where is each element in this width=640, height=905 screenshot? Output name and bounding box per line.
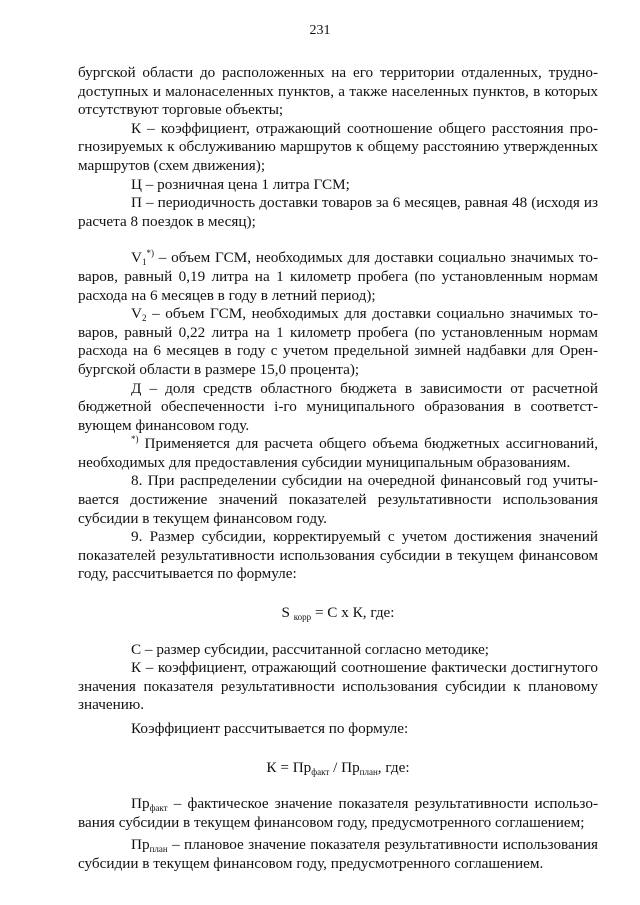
paragraph-k-definition: К – коэффициент, отражающий соотношение общего расстояния прогнозируемых к обслуживанию маршрутов к общему расстоянию утвержденных маршрутов (схем движения); <box>78 119 598 174</box>
formula-s-corr: S $_{корр}$ = С х К, где: <box>281 604 395 623</box>
paragraph-c-size: С – размер субсидии, рассчитанной согласно методике; <box>131 640 490 658</box>
footnote-paragraph: *) Применяется для расчета общего объема бюджетных ассигнований, необходимых для предоставления субсидии муниципальным образованиям. <box>78 434 598 471</box>
paragraph-d-definition: Д – доля средств областного бюджета в зависимости от расчетной бюджетной обеспеченности i-го муниципального образования в соответствующем финансовом году. <box>78 379 598 434</box>
paragraph-continuation: бургской области до расположенных на его территории отдаленных, труднодоступных и малонаселенных пунктов, а также населенных пунктов, в которых отсутствуют торговые объекты; <box>78 64 598 119</box>
paragraph-9: 9. Размер субсидии, корректируемый с учетом достижения значений показателей результативности использования субсидии в текущем финансовом году, рассчитывается по формуле: <box>78 528 598 583</box>
paragraph-pr-plan: $Пр_{план}$ – плановое значение показателя результативности использования субсидии в текущем финансовом году, предусмотренного соглашением. <box>78 836 598 872</box>
formula-k: $К = Пр_{факт} / Пр_{план}$, где: <box>266 758 410 777</box>
body-text <box>78 64 598 874</box>
paragraph-c-definition: Ц – розничная цена 1 литра ГСМ; <box>131 175 350 193</box>
paragraph-v2-definition: $V_2$ – объем ГСМ, необходимых для доставки социально значимых товаров, равный 0,22 литра на 1 километр пробега (по установленным нормам расхода на 6 месяцев в году с учетом предельной зимней надбавки для Оренбургской области в размере 15,0 процента); <box>78 305 598 378</box>
paragraph-coefficient-formula-intro: Коэффициент рассчитывается по формуле: <box>131 720 409 737</box>
paragraph-p-definition: П – периодичность доставки товаров за 6 месяцев, равная 48 (исходя из расчета 8 поездок в месяц); <box>78 194 598 230</box>
paragraph-k-coefficient: К – коэффициент, отражающий соотношение фактически достигнутого значения показателя результативности использования субсидии к плановому значению. <box>78 659 598 714</box>
paragraph-pr-fact: $Пр_{факт}$ – фактическое значение показателя результативности использования субсидии в текущем финансовом году, предусмотренного соглашением; <box>78 795 598 831</box>
paragraph-v1-definition: $V_1^{*)}$ – объем ГСМ, необходимых для доставки социально значимых товаров, равный 0,19 литра на 1 километр пробега (по установленным нормам расхода на 6 месяцев в году в летний период); <box>78 248 598 304</box>
page-number: 231 <box>309 23 331 38</box>
paragraph-8: 8. При распределении субсидии на очередной финансовый год учитывается достижение значений показателей результативности использования субсидии в текущем финансовом году. <box>78 472 598 527</box>
